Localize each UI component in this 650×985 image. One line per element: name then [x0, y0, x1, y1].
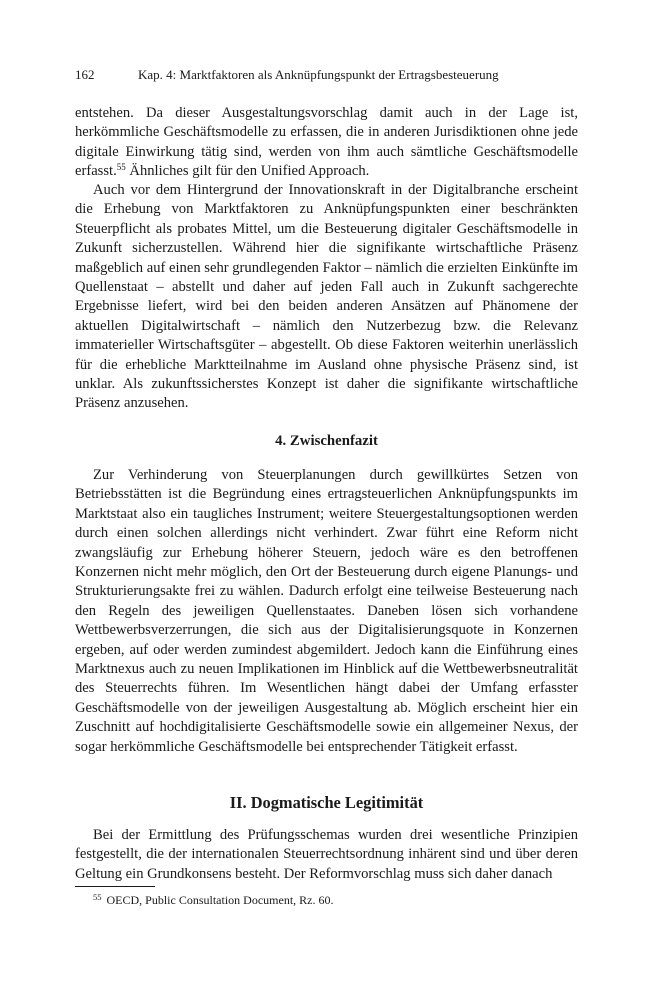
chapter-title: Kap. 4: Marktfaktoren als Anknüpfungspunkt der Ertragsbesteuerung	[138, 67, 499, 82]
section-4-paragraph-text: Zur Verhinderung von Steuerplanungen durch gewillkürtes Setzen von Betriebsstätten ist die Begründung eines ertragsteuerlichen Anknüpfungspunkts im Marktstaat also ein taugliches Instrument; weitere Steuergestaltungsoptionen werden durch einen solchen allerdings nicht verhindert. Zwar führt eine Reform nicht zwangsläufig zur Erhebung höherer Steuern, jedoch wäre es den betroffenen Konzernen nicht mehr möglich, den Ort der Besteuerung durch eigene Planungs- und Strukturierungsakte frei zu wählen. Dadurch erfolgt eine teilweise Besteuerung nach den Regeln des jeweiligen Quellenstaates. Daneben lösen sich vorhandene Wettbewerbsverzerrungen, die sich aus der Digitalisierungsquote in Konzernen ergeben, auf oder werden zumindest abgemildert. Jedoch kann die Einführung eines Marktnexus auch zu neuen Implikationen im Hinblick auf die Wettbewerbsneutralität des Steuerrechts führen. Im Wesentlichen hängt dabei der Umfang erfasster Geschäftsmodelle von der jeweiligen Ausgestaltung ab. Möglich erscheint hier ein Zuschnitt auf hochdigitalisierte Geschäftsmodelle sowie ein allgemeiner Nexus, der sogar herkömmliche Geschäftsmodelle bei entsprechender Tätigkeit erfasst.	[75, 467, 578, 755]
intro-paragraph-text	[75, 104, 578, 182]
page-number: 162	[75, 67, 95, 82]
section-4-heading: 4. Zwischenfazit	[275, 433, 378, 449]
section-II-paragraph-text: Bei der Ermittlung des Prüfungsschemas wurden drei wesentliche Prinzipien festgestellt, die der internationalen Steuerrechtsordnung inhärent sind und über deren Geltung ein Grundkonsens besteht. Der Reformvorschlag muss sich daher danach	[75, 827, 578, 882]
footnote-reference: 55	[116, 162, 126, 173]
intro-text-after-note: Ähnliches gilt für den Unified Approach.	[125, 163, 370, 180]
intro-paragraph	[75, 104, 578, 182]
running-head	[75, 66, 578, 84]
section-4-paragraph	[75, 466, 578, 757]
paragraph-2	[75, 181, 578, 414]
section-II-paragraph	[75, 826, 578, 884]
footnote-text: OECD, Public Consultation Document, Rz. 60.	[106, 893, 334, 907]
intro-text-before-note: entstehen. Da dieser Ausgestaltungsvorschlag damit auch in der Lage ist, herkömmliche Geschäftsmodelle zu erfassen, die in anderen Jurisdiktionen ohne jede digitale Einwirkung tätig sind, werden von ihm auch sämtliche Geschäftsmodelle erfasst.	[75, 105, 578, 180]
footnote	[93, 892, 334, 908]
footnote-divider	[75, 886, 155, 887]
section-II-heading: II. Dogmatische Legitimität	[229, 793, 424, 812]
footnote-marker: 55	[93, 892, 102, 902]
paragraph-2-text: Auch vor dem Hintergrund der Innovationskraft in der Digitalbranche erscheint die Erhebung von Marktfaktoren zu Anknüpfungspunkten einer beschränkten Steuerpflicht als probates Mittel, um die Besteuerung digitaler Geschäftsmodelle in Zukunft sicherzustellen. Während hier die signifikante wirtschaftliche Präsenz maßgeblich auf einen sehr grundlegenden Faktor – nämlich die erzielten Einkünfte im Quellenstaat – abstellt und daher auf jeden Fall auch in Zukunft sachgerechte Ergebnisse liefert, wird bei den beiden anderen Ansätzen auf Phänomene der aktuellen Digitalwirtschaft – nämlich den Nutzerbezug bzw. die Relevanz immaterieller Wirtschaftsgüter – abgestellt. Ob diese Faktoren weiterhin unerlässlich für die erhebliche Marktteilnahme im Ausland ohne physische Präsenz sind, ist unklar. Als zukunftssicherstes Konzept ist daher die signifikante wirtschaftliche Präsenz anzusehen.	[75, 182, 578, 412]
